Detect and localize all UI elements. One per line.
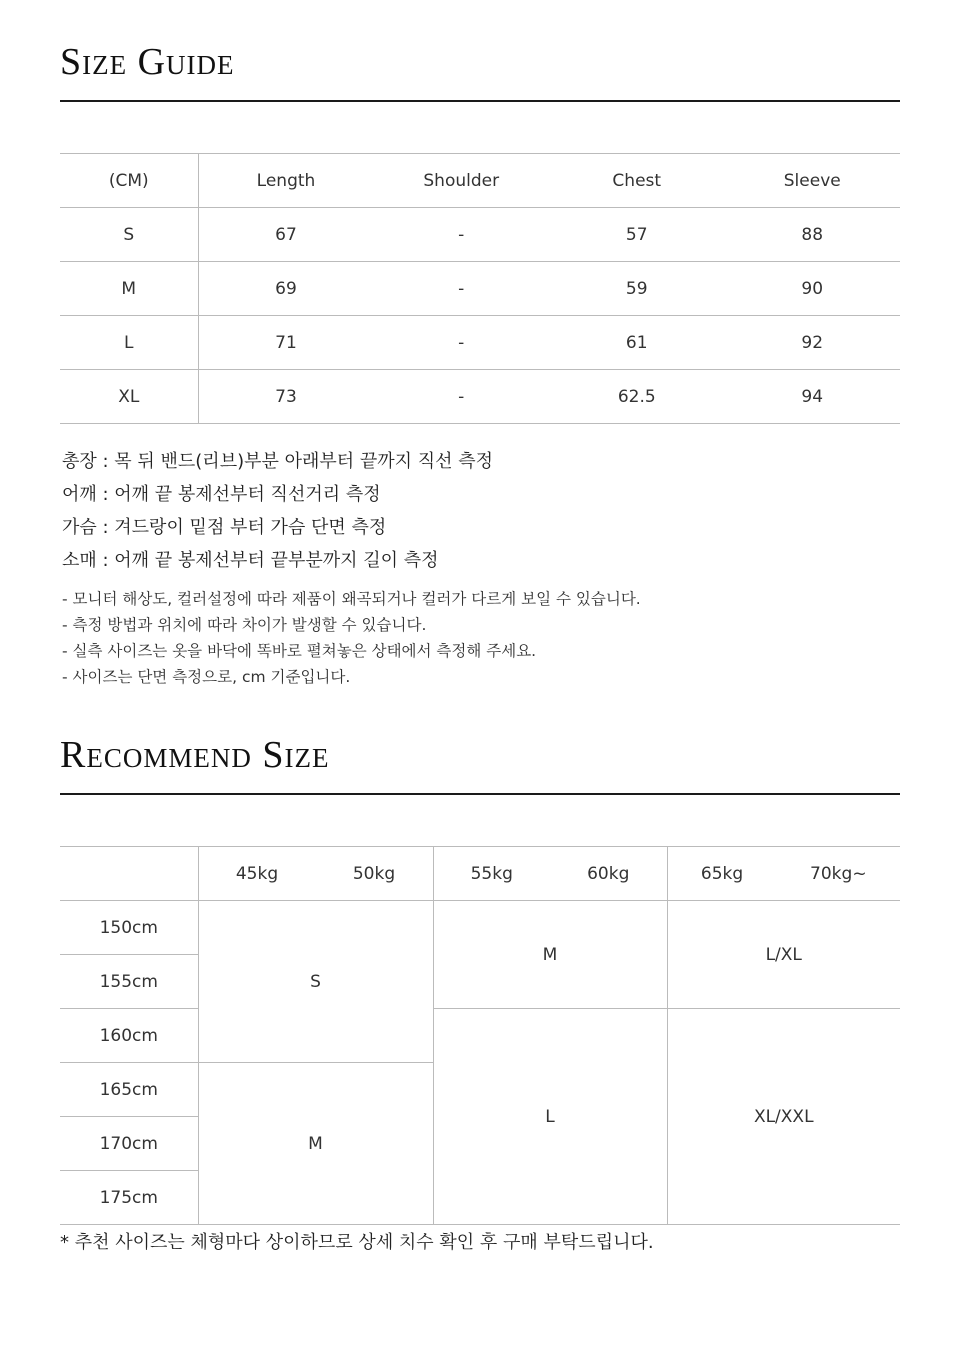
cell-sleeve: 94 <box>725 370 901 424</box>
recommended-size-cell: M <box>433 901 667 1009</box>
row-size: L <box>60 316 198 370</box>
table-row <box>60 262 900 316</box>
table-row <box>60 901 900 955</box>
header-shoulder: Shoulder <box>374 154 550 208</box>
header-unit: (CM) <box>60 154 198 208</box>
header-sleeve: Sleeve <box>725 154 901 208</box>
cell-length: 69 <box>198 262 374 316</box>
note-item: - 측정 방법과 위치에 따라 차이가 발생할 수 있습니다. <box>62 616 427 634</box>
weight-label: 60kg <box>587 863 630 884</box>
header-chest: Chest <box>549 154 725 208</box>
corner-cell <box>60 847 198 901</box>
height-label: 170cm <box>60 1117 198 1171</box>
cell-chest: 62.5 <box>549 370 725 424</box>
size-table <box>60 153 900 424</box>
recommend-size-title: Recommend Size <box>60 734 330 776</box>
table-header-row <box>60 154 900 208</box>
recommended-size-cell: M <box>198 1063 433 1225</box>
cell-shoulder: - <box>374 208 550 262</box>
title-divider <box>60 100 900 102</box>
cell-length: 71 <box>198 316 374 370</box>
weight-group <box>667 847 900 901</box>
size-notes <box>62 586 641 690</box>
table-row <box>60 370 900 424</box>
definition-shoulder: 어깨 : 어깨 끝 봉제선부터 직선거리 측정 <box>62 484 381 505</box>
cell-chest: 61 <box>549 316 725 370</box>
height-label: 150cm <box>60 901 198 955</box>
cell-shoulder: - <box>374 370 550 424</box>
cell-shoulder: - <box>374 316 550 370</box>
weight-label: 70kg~ <box>810 863 867 884</box>
cell-sleeve: 92 <box>725 316 901 370</box>
cell-chest: 59 <box>549 262 725 316</box>
weight-group <box>198 847 433 901</box>
recommend-footnote: * 추천 사이즈는 체형마다 상이하므로 상세 치수 확인 후 구매 부탁드립니다. <box>60 1232 654 1253</box>
height-label: 160cm <box>60 1009 198 1063</box>
weight-label: 65kg <box>700 863 744 884</box>
cell-shoulder: - <box>374 262 550 316</box>
note-item: - 실측 사이즈는 옷을 바닥에 똑바로 펼쳐놓은 상태에서 측정해 주세요. <box>62 642 537 660</box>
cell-chest: 57 <box>549 208 725 262</box>
weight-label: 55kg <box>470 863 513 884</box>
weight-label: 50kg <box>352 863 396 884</box>
recommended-size-cell: L <box>433 1009 667 1225</box>
weight-header-row <box>60 847 900 901</box>
recommended-size-cell: XL/XXL <box>667 1009 900 1225</box>
height-label: 175cm <box>60 1171 198 1225</box>
cell-sleeve: 88 <box>725 208 901 262</box>
note-item: - 사이즈는 단면 측정으로, cm 기준입니다. <box>62 668 351 686</box>
definition-length: 총장 : 목 뒤 밴드(리브)부분 아래부터 끝까지 직선 측정 <box>62 451 494 472</box>
cell-sleeve: 90 <box>725 262 901 316</box>
measurement-definitions <box>62 445 493 577</box>
note-item: - 모니터 해상도, 컬러설정에 따라 제품이 왜곡되거나 컬러가 다르게 보일 수 있습니다. <box>62 590 641 608</box>
table-row <box>60 316 900 370</box>
cell-length: 67 <box>198 208 374 262</box>
size-guide-title: Size Guide <box>60 41 235 83</box>
title-divider <box>60 793 900 795</box>
height-label: 165cm <box>60 1063 198 1117</box>
weight-group <box>433 847 667 901</box>
cell-length: 73 <box>198 370 374 424</box>
definition-sleeve: 소매 : 어깨 끝 봉제선부터 끝부분까지 길이 측정 <box>62 550 439 571</box>
table-row <box>60 208 900 262</box>
recommend-table <box>60 846 900 1225</box>
row-size: M <box>60 262 198 316</box>
weight-label: 45kg <box>235 863 279 884</box>
table-row <box>60 1009 900 1063</box>
recommended-size-cell: S <box>198 901 433 1063</box>
definition-chest: 가슴 : 겨드랑이 밑점 부터 가슴 단면 측정 <box>62 517 387 538</box>
row-size: S <box>60 208 198 262</box>
height-label: 155cm <box>60 955 198 1009</box>
row-size: XL <box>60 370 198 424</box>
recommended-size-cell: L/XL <box>667 901 900 1009</box>
header-length: Length <box>198 154 374 208</box>
